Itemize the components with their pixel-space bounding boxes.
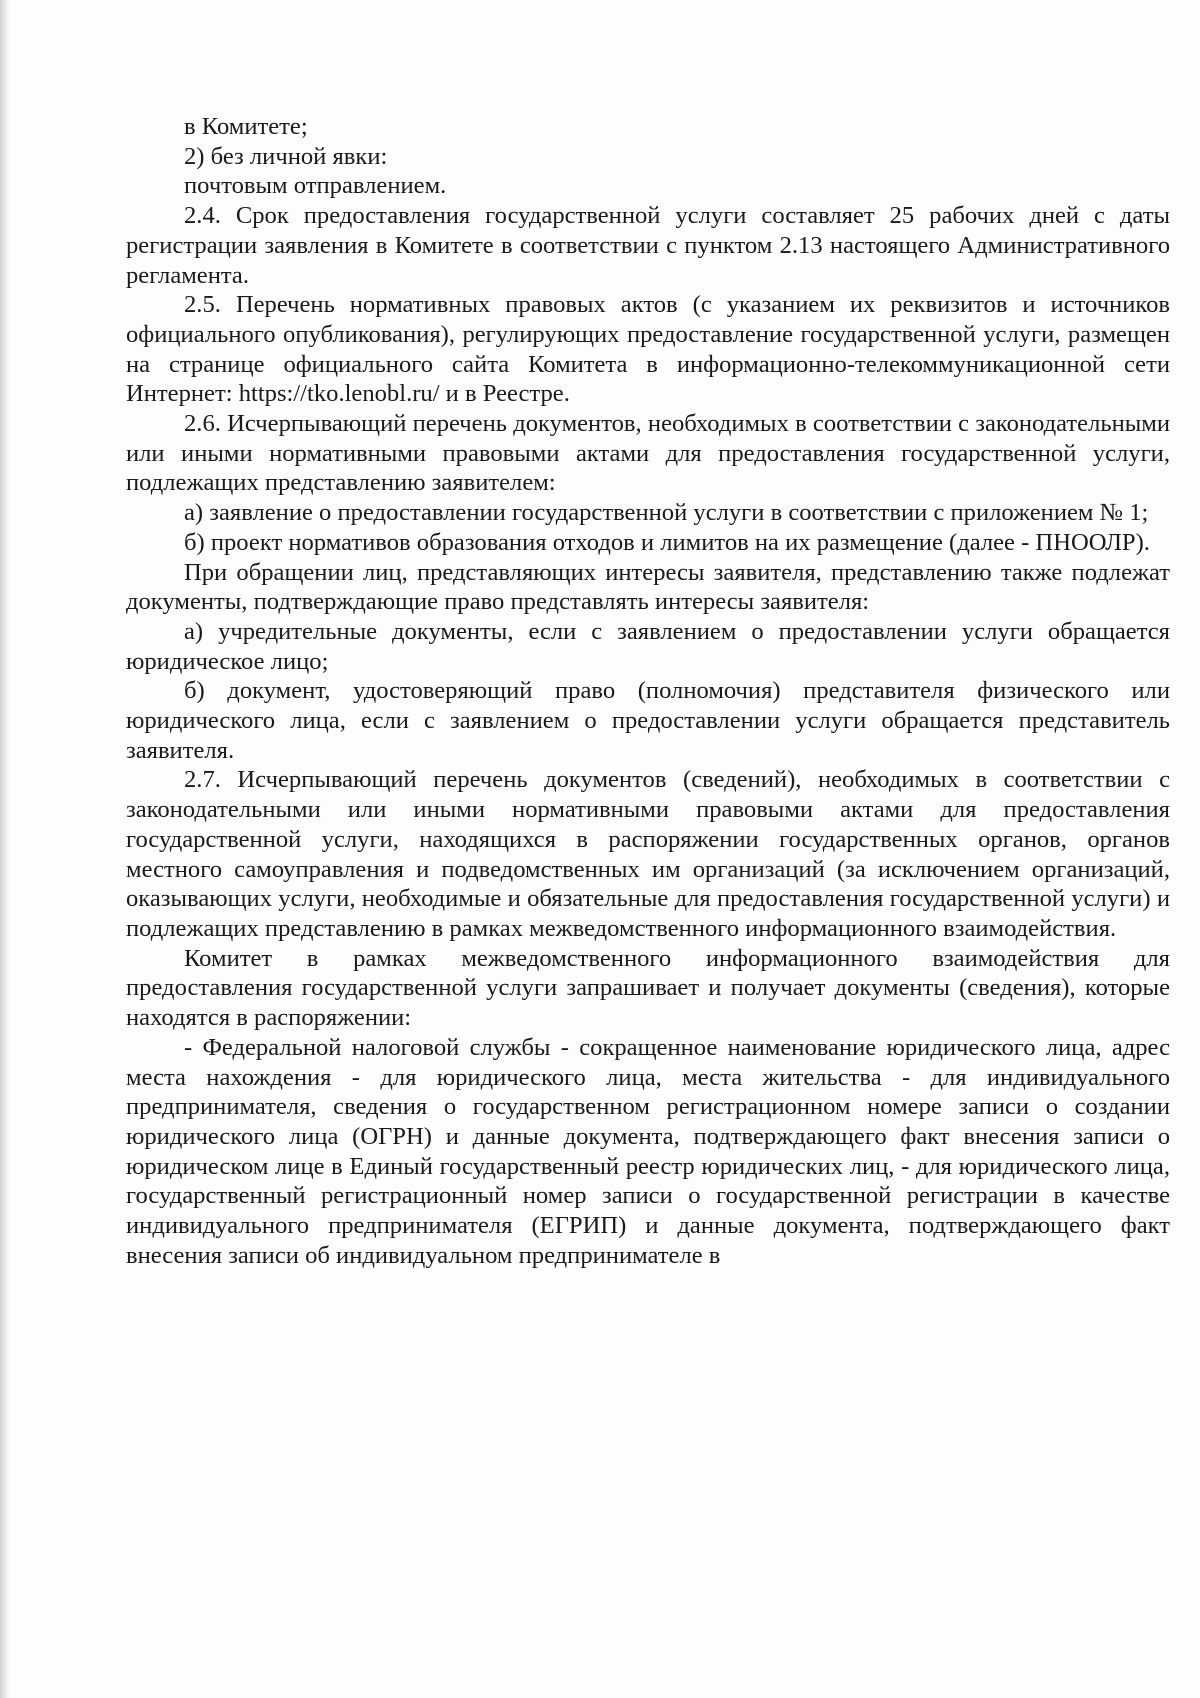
paragraph-representatives: При обращении лиц, представляющих интересы заявителя, представлению также подлежат документы, подтверждающие право представлять интересы заявителя: bbox=[126, 558, 1170, 616]
paragraph-item-b-authority-doc: б) документ, удостоверяющий право (полномочия) представителя физического или юридического лица, если с заявлением о предоставлении услуги обращается представитель заявителя. bbox=[126, 677, 1170, 764]
paragraph-committee-requests: Комитет в рамках межведомственного информационного взаимодействия для предоставления государственной услуги запрашивает и получает документы (сведения), которые находятся в распоряжении: bbox=[126, 944, 1170, 1032]
paragraph-federal-tax-service: - Федеральной налоговой службы - сокращенное наименование юридического лица, адрес места нахождения - для юридического лица, места жительства - для индивидуального предпринимателя, сведения о государственном регистрационном номере записи о создании юридического лица (ОГРН) и данные документа, подтверждающего факт внесения записи о юридическом лице в Единый государственный реестр юридических лиц, - для юридического лица, государственный регистрационный номер записи о государственной регистрации в качестве индивидуального предпринимателя (ЕГРИП) и данные документа, подтверждающего факт внесения записи об индивидуальном предпринимателе в bbox=[126, 1033, 1170, 1269]
paragraph-in-committee: в Комитете; bbox=[184, 113, 308, 140]
scan-edge-shadow bbox=[0, 0, 10, 1698]
paragraph-item-a-application: а) заявление о предоставлении государственной услуги в соответствии с приложением № 1; bbox=[184, 499, 1149, 527]
paragraph-item-b-project: б) проект нормативов образования отходов и лимитов на их размещение (далее - ПНООЛР). bbox=[184, 528, 1150, 556]
paragraph-2-6-documents-list: 2.6. Исчерпывающий перечень документов, необходимых в соответствии с законодательными или иными нормативными правовыми актами для предоставления государственной услуги, подлежащих представлению заявителем: bbox=[126, 410, 1170, 497]
paragraph-2-5-legal-acts: 2.5. Перечень нормативных правовых актов (с указанием их реквизитов и источников официального опубликования), регулирующих предоставление государственной услуги, размещен на странице официального сайта Комитета в информационно-телекоммуникационной сети Интернет: https://tko.lenobl.ru/ и в Реестре. bbox=[126, 291, 1170, 408]
document-body bbox=[126, 112, 1170, 1270]
paragraph-without-appearance: 2) без личной явки: bbox=[184, 142, 388, 170]
paragraph-item-a-founding-docs: а) учредительные документы, если с заявлением о предоставлении услуги обращается юридическое лицо; bbox=[126, 617, 1170, 675]
paragraph-2-7-interagency-docs: 2.7. Исчерпывающий перечень документов (сведений), необходимых в соответствии с законодательными или иными нормативными правовыми актами для предоставления государственной услуги, находящихся в распоряжении государственных органов, органов местного самоуправления и подведомственных им организаций (за исключением организаций, оказывающих услуги, необходимые и обязательные для предоставления государственной услуги) и подлежащих представлению в рамках межведомственного информационного взаимодействия. bbox=[126, 766, 1170, 942]
paragraph-2-4-term: 2.4. Срок предоставления государственной услуги составляет 25 рабочих дней с даты регистрации заявления в Комитете в соответствии с пунктом 2.13 настоящего Административного регламента. bbox=[126, 202, 1170, 289]
paragraph-by-mail: почтовым отправлением. bbox=[184, 172, 447, 200]
